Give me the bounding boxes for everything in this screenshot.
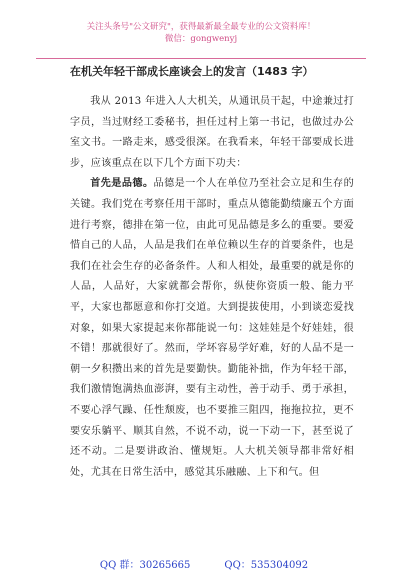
header-wechat-text: 微信：gongwenyj <box>164 34 238 44</box>
paragraph-lead: 首先是品德。 <box>90 178 154 190</box>
header-banner <box>36 18 366 59</box>
header-promo-text: 关注头条号"公文研究"，获得最新最全最专业的公文资料库！ <box>86 22 316 32</box>
document-title: 在机关年轻干部成长座谈会上的发言（1483 字） <box>70 65 314 78</box>
page-footer <box>0 556 408 571</box>
paragraph: 我从 2013 年进入人大机关，从通讯员干起，中途兼过打字员，当过财经工委秘书，担任过村上第一书记，也做过办公室文书。一路走来，感受很深。在我看来，年轻干部要成长进步，应该重点在以下几个方面下功夫： <box>70 96 354 169</box>
footer-qq: QQ：535304092 <box>224 560 309 571</box>
footer-qq-group: QQ 群：30265665 <box>99 560 191 571</box>
document-body <box>70 92 354 483</box>
paragraph <box>70 174 354 483</box>
paragraph-text: 品德是一个人在单位乃至社会立足和生存的关键。我们党在考察任用干部时，重点从德能勤绩廉五个方面进行考察，德排在第一位，由此可见品德是多么的重要。要爱惜自己的人品，人品是我们在单位赖以生存的首要条件，也是我们在社会生存的必备条件。人和人相处，最重要的就是你的人品，人品好，大家就都会帮你，纵使你资质一般、能力平平，大家也都愿意和你打交道。大到提拔使用，小到谈恋爱找对象，如果大家提起来你都能说一句：这娃娃是个好娃娃，很不错！那就很好了。然而，学坏容易学好难，好的人品不是一朝一夕积攒出来的首先是要勤快。勤能补拙，作为年轻干部，我们激情饱满热血澎湃，要有主动性，善于动手、勇于承担，不要心浮气躁、任性颓废，也不要推三阻四，拖拖拉拉，更不要安乐躺平、顺其自然，不说不动，说一下动一下，甚至说了还不动。二是要讲政治、懂规矩。人大机关领导都非常好相处，尤其在日常生活中，感觉其乐融融、上下和气。但 <box>70 178 354 478</box>
